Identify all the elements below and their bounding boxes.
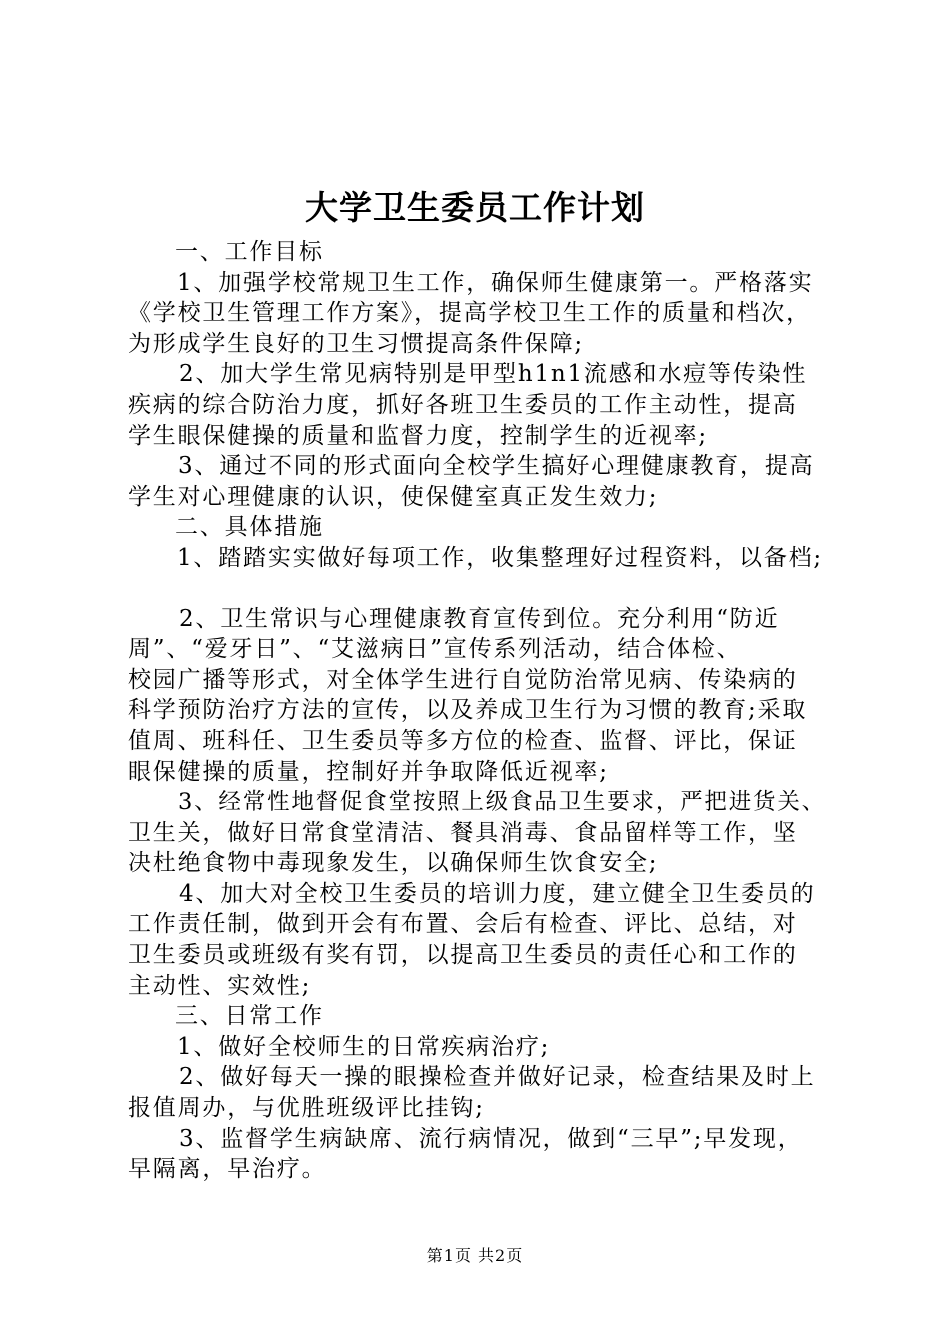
paragraph-line: 值周、班科任、卫生委员等多方位的检查、监督、评比，保证 xyxy=(128,727,798,754)
blank-line xyxy=(128,574,833,604)
paragraph-line: 工作责任制，做到开会有布置、会后有检查、评比、总结，对 xyxy=(128,911,798,938)
section-heading-measures: 二、具体措施 xyxy=(175,514,324,541)
paragraph-line: 科学预防治疗方法的宣传，以及养成卫生行为习惯的教育;采取 xyxy=(128,697,808,724)
paragraph-line: 1、做好全校师生的日常疾病治疗; xyxy=(177,1033,551,1060)
paragraph-line: 2、卫生常识与心理健康教育宣传到位。充分利用“防近 xyxy=(179,605,780,632)
paragraph-line: 1、加强学校常规卫生工作，确保师生健康第一。严格落实 xyxy=(177,269,814,296)
paragraph-line: 2、加大学生常见病特别是甲型h1n1流感和水痘等传染性 xyxy=(179,361,808,388)
paragraph-line: 报值周办，与优胜班级评比挂钩; xyxy=(128,1095,485,1122)
paragraph-line: 4、加大对全校卫生委员的培训力度，建立健全卫生委员的 xyxy=(179,880,816,907)
paragraph-line: 学生眼保健操的质量和监督力度，控制学生的近视率; xyxy=(128,422,708,449)
paragraph-line: 疾病的综合防治力度，抓好各班卫生委员的工作主动性，提高 xyxy=(128,391,798,418)
paragraph-line: 为形成学生良好的卫生习惯提高条件保障; xyxy=(128,330,584,357)
paragraph-line: 主动性、实效性; xyxy=(128,972,312,999)
section-heading-daily-work: 三、日常工作 xyxy=(175,1003,324,1030)
section-heading-goals: 一、工作目标 xyxy=(175,239,324,265)
paragraph-line: 周”、“爱牙日”、“艾滋病日”宣传系列活动，结合体检、 xyxy=(128,636,742,663)
paragraph-line: 早隔离，早治疗。 xyxy=(128,1156,327,1183)
page-number-footer: 第1页 共2页 xyxy=(426,1246,524,1265)
paragraph-line: 1、踏踏实实做好每项工作，收集整理好过程资料，以备档; xyxy=(177,544,823,571)
document-title: 大学卫生委员工作计划 xyxy=(305,188,645,227)
paragraph-line: 学生对心理健康的认识，使保健室真正发生效力; xyxy=(128,483,659,510)
paragraph-line: 卫生委员或班级有奖有罚，以提高卫生委员的责任心和工作的 xyxy=(128,942,798,969)
paragraph-line: 3、经常性地督促食堂按照上级食品卫生要求，严把进货关、 xyxy=(178,789,826,816)
paragraph-line: 2、做好每天一操的眼操检查并做好记录，检查结果及时上 xyxy=(179,1064,816,1091)
paragraph-line: 眼保健操的质量，控制好并争取降低近视率; xyxy=(128,758,609,785)
document-body xyxy=(128,237,833,1185)
paragraph-line: 3、通过不同的形式面向全校学生搞好心理健康教育，提高 xyxy=(178,453,815,480)
paragraph-line: 卫生关，做好日常食堂清洁、餐具消毒、食品留样等工作，坚 xyxy=(128,819,798,846)
paragraph-line: 3、监督学生病缺席、流行病情况，做到“三早”;早发现， xyxy=(179,1125,803,1152)
paragraph-line: 《学校卫生管理工作方案》，提高学校卫生工作的质量和档次， xyxy=(128,300,811,327)
paragraph-line: 决杜绝食物中毒现象发生，以确保师生饮食安全; xyxy=(128,850,659,877)
paragraph-line: 校园广播等形式，对全体学生进行自觉防治常见病、传染病的 xyxy=(128,666,798,693)
